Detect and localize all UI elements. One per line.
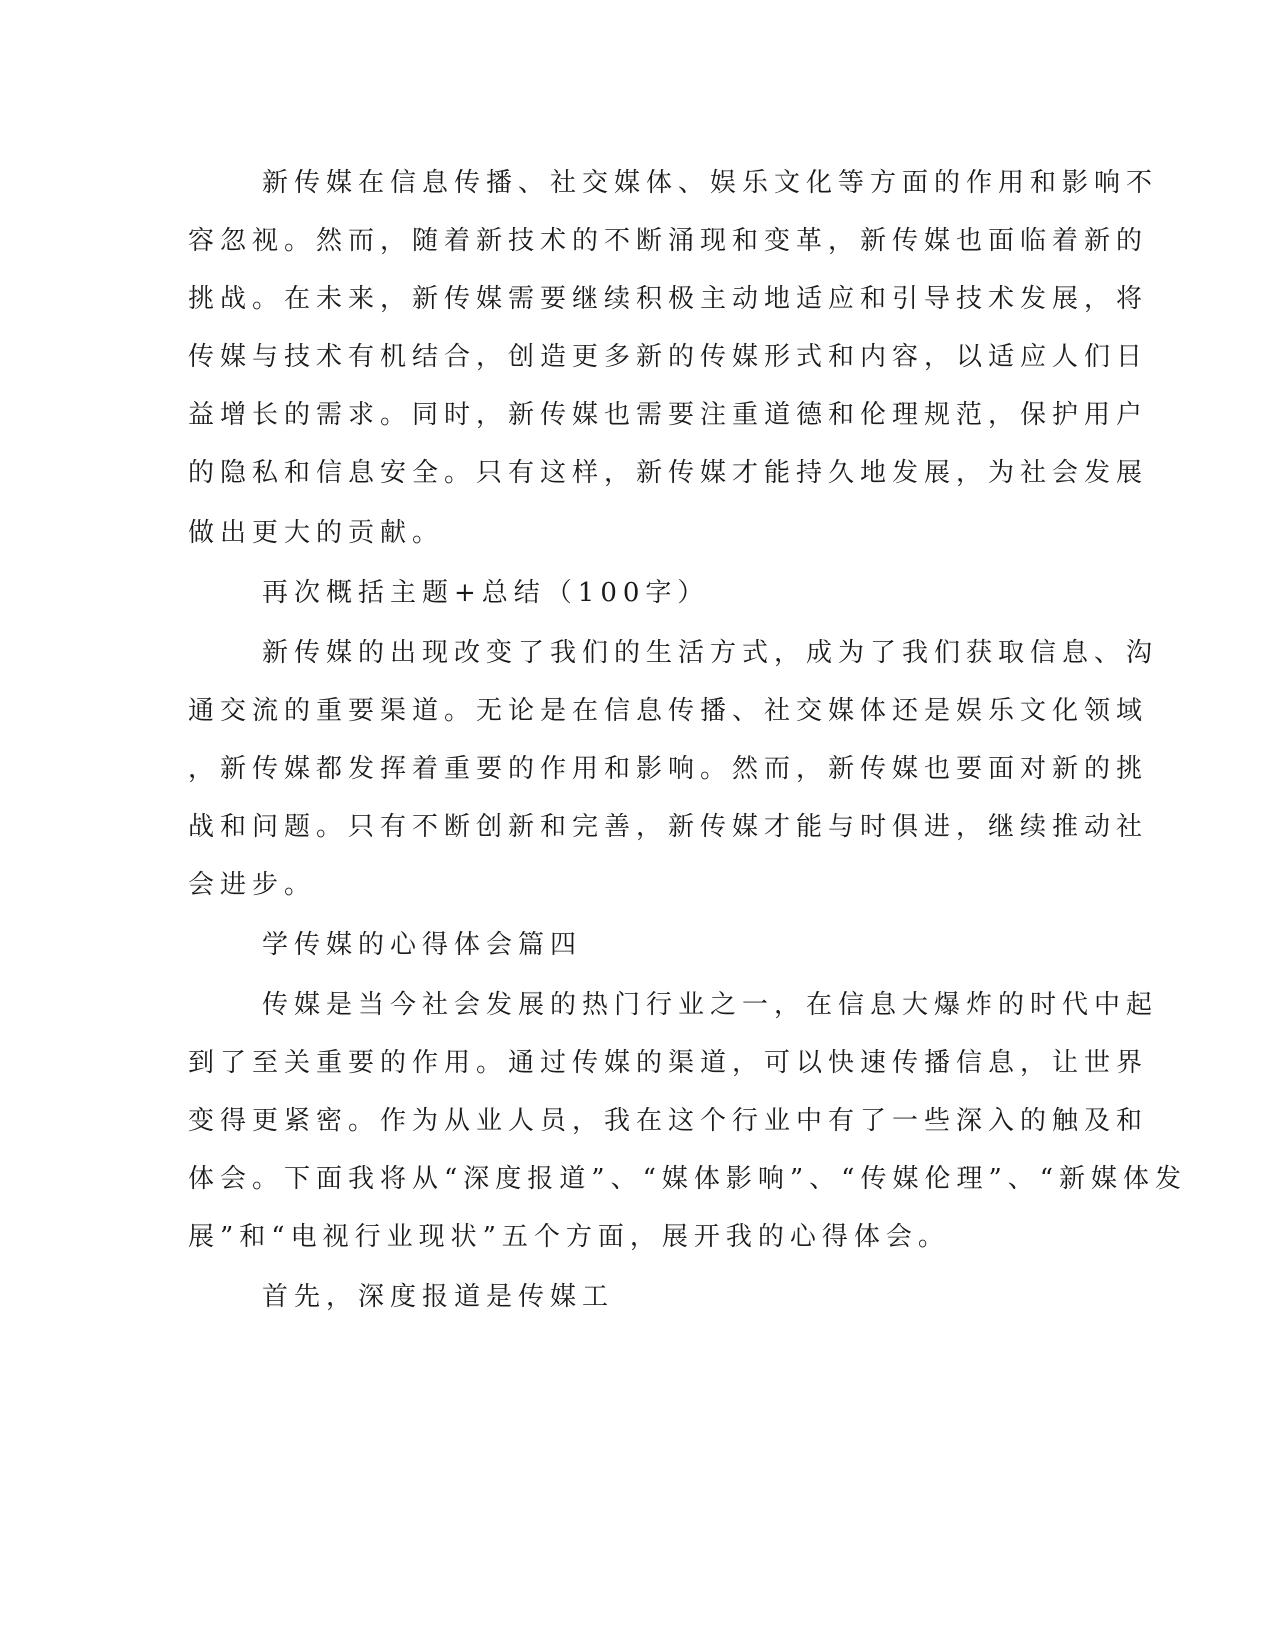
paragraph-2-line-5: 会进步。 (188, 870, 317, 900)
section-heading: 再次概括主题+总结（100字） (262, 578, 710, 608)
paragraph-1-line-7: 做出更大的贡献。 (188, 518, 445, 548)
paragraph-1-line-6: 的隐私和信息安全。只有这样，新传媒才能持久地发展，为社会发展 (188, 458, 1149, 488)
paragraph-2-line-4: 战和问题。只有不断创新和完善，新传媒才能与时俱进，继续推动社 (188, 812, 1149, 842)
paragraph-1-line-3: 挑战。在未来，新传媒需要继续积极主动地适应和引导技术发展，将 (188, 284, 1149, 314)
paragraph-3-line-1: 传媒是当今社会发展的热门行业之一，在信息大爆炸的时代中起 (262, 990, 1159, 1020)
paragraph-3-line-2: 到了至关重要的作用。通过传媒的渠道，可以快速传播信息，让世界 (188, 1048, 1149, 1078)
paragraph-2-line-1: 新传媒的出现改变了我们的生活方式，成为了我们获取信息、沟 (262, 638, 1159, 668)
paragraph-1-line-1: 新传媒在信息传播、社交媒体、娱乐文化等方面的作用和影响不 (262, 168, 1159, 198)
paragraph-3-line-4: 体会。下面我将从“深度报道”、“媒体影响”、“传媒伦理”、“新媒体发 (188, 1164, 1188, 1194)
paragraph-1-line-5: 益增长的需求。同时，新传媒也需要注重道德和伦理规范，保护用户 (188, 400, 1149, 430)
paragraph-2-line-2: 通交流的重要渠道。无论是在信息传播、社交媒体还是娱乐文化领域 (188, 696, 1149, 726)
paragraph-1-line-2: 容忽视。然而，随着新技术的不断涌现和变革，新传媒也面临着新的 (188, 226, 1149, 256)
paragraph-3-line-5: 展”和“电视行业现状”五个方面，展开我的心得体会。 (188, 1222, 950, 1252)
paragraph-1-line-4: 传媒与技术有机结合，创造更多新的传媒形式和内容，以适应人们日 (188, 342, 1149, 372)
paragraph-4-line-1: 首先，深度报道是传媒工 (262, 1282, 615, 1312)
paragraph-2-line-3: ，新传媒都发挥着重要的作用和影响。然而，新传媒也要面对新的挑 (188, 754, 1149, 784)
paragraph-3-line-3: 变得更紧密。作为从业人员，我在这个行业中有了一些深入的触及和 (188, 1106, 1149, 1136)
section-title: 学传媒的心得体会篇四 (262, 930, 583, 960)
